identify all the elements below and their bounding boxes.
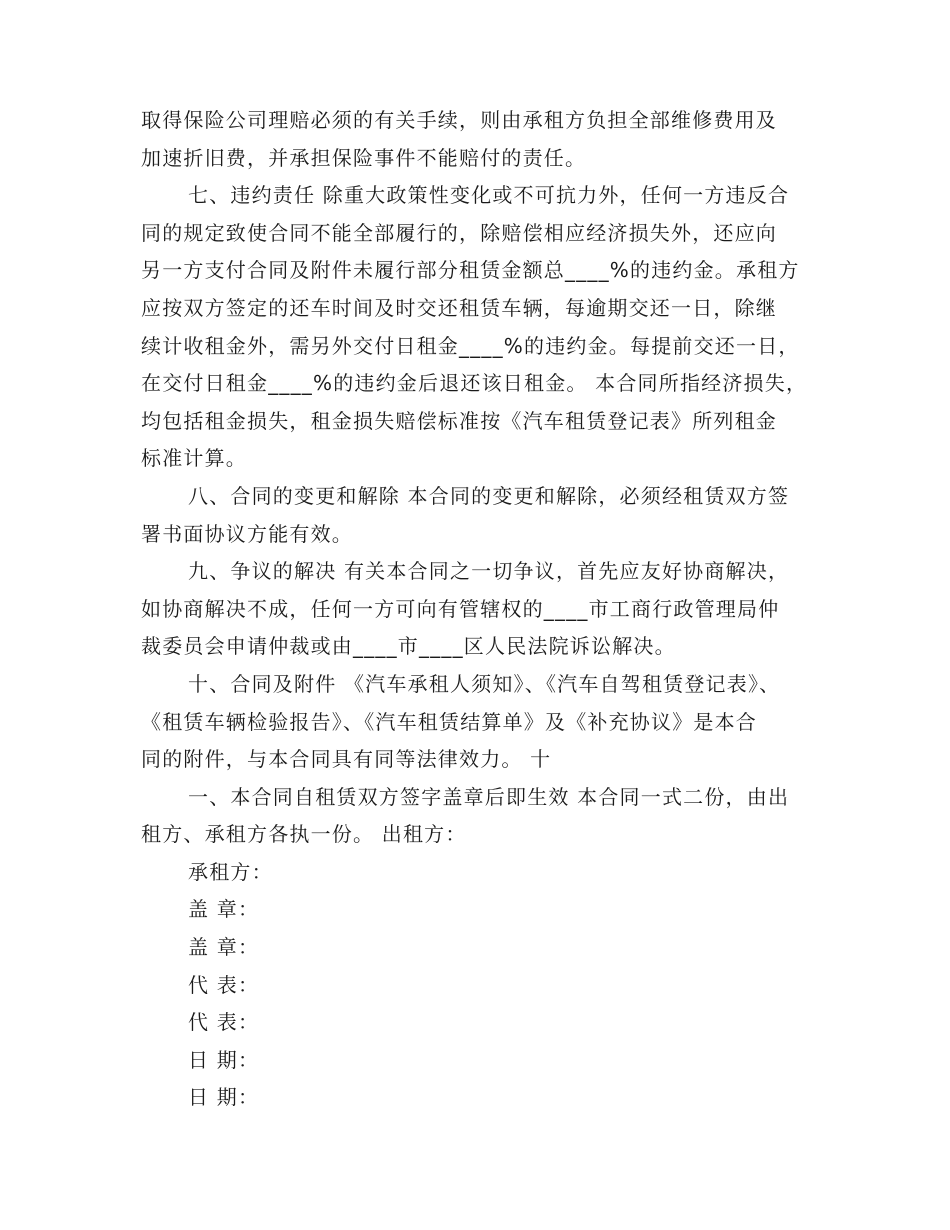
- document-page: [141, 102, 811, 1117]
- paragraph-line: 七、违约责任 除重大政策性变化或不可抗力外，任何一方违反合: [188, 183, 790, 208]
- paragraph-line: 加速折旧费，并承担保险事件不能赔付的责任。: [141, 145, 587, 170]
- signature-field-representative: 代 表：: [188, 1010, 260, 1035]
- signature-field-seal: 盖 章：: [188, 897, 260, 922]
- paragraph-line: 续计收租金外，需另外交付日租金____%的违约金。每提前交还一日，: [141, 333, 800, 358]
- paragraph-line: 九、争议的解决 有关本合同之一切争议，首先应友好协商解决，: [188, 559, 790, 584]
- paragraph-line: 一、本合同自租赁双方签字盖章后即生效 本合同一式二份，由出: [188, 784, 790, 809]
- paragraph-line: 裁委员会申请仲裁或由____市____区人民法院诉讼解决。: [141, 634, 676, 659]
- paragraph-line: 标准计算。: [141, 446, 247, 471]
- signature-field-lessee: 承租方：: [188, 859, 273, 884]
- signature-field-seal: 盖 章：: [188, 935, 260, 960]
- signature-field-date: 日 期：: [188, 1047, 260, 1072]
- paragraph-line: 十、合同及附件 《汽车承租人须知》、《汽车自驾租赁登记表》、: [188, 671, 781, 696]
- paragraph-line: 租方、承租方各执一份。 出租方：: [141, 822, 467, 847]
- paragraph-line: 均包括租金损失，租金损失赔偿标准按《汽车租赁登记表》所列租金: [141, 408, 777, 433]
- signature-field-representative: 代 表：: [188, 972, 260, 997]
- paragraph-line: 应按双方签定的还车时间及时交还租赁车辆，每逾期交还一日，除继: [141, 295, 777, 320]
- paragraph-line: 如协商解决不成，任何一方可向有管辖权的____市工商行政管理局仲: [141, 596, 780, 621]
- paragraph-line: 在交付日租金____%的违约金后退还该日租金。 本合同所指经济损失，: [141, 371, 808, 396]
- paragraph-line: 《租赁车辆检验报告》、《汽车租赁结算单》及《补充协议》是本合: [141, 709, 757, 734]
- signature-field-date: 日 期：: [188, 1085, 260, 1110]
- paragraph-line: 同的规定致使合同不能全部履行的，除赔偿相应经济损失外，还应向: [141, 220, 777, 245]
- paragraph-line: 同的附件，与本合同具有同等法律效力。 十: [141, 747, 552, 772]
- paragraph-line: 八、合同的变更和解除 本合同的变更和解除，必须经租赁双方签: [188, 483, 790, 508]
- paragraph-line: 另一方支付合同及附件未履行部分租赁金额总____%的违约金。承租方: [141, 258, 800, 283]
- paragraph-line: 取得保险公司理赔必须的有关手续，则由承租方负担全部维修费用及: [141, 108, 777, 132]
- paragraph-line: 署书面协议方能有效。: [141, 521, 353, 546]
